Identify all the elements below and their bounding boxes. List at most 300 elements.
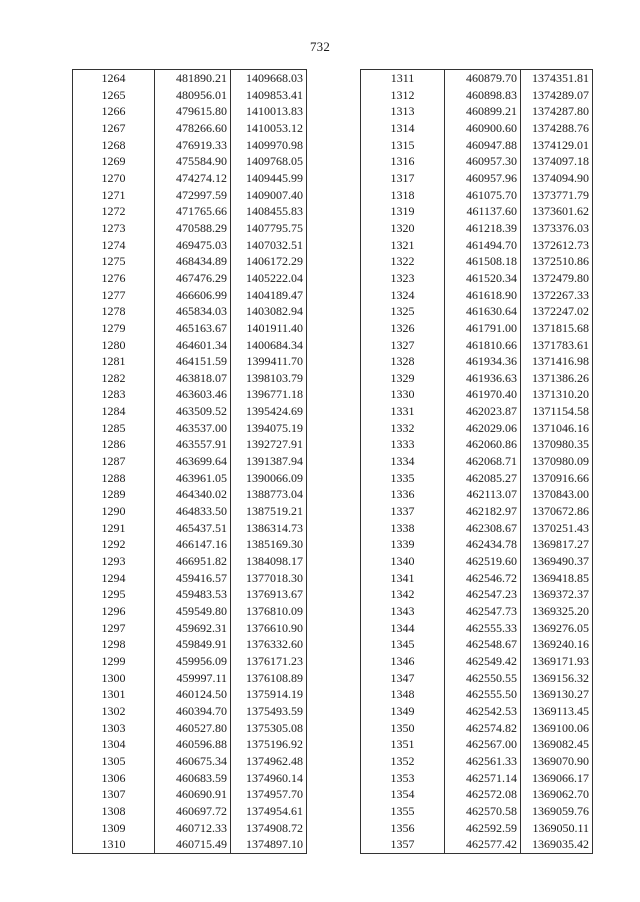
x-coordinate-cell: 461970.40 [445, 386, 521, 403]
point-id-cell: 1265 [73, 87, 155, 104]
y-coordinate-cell: 1406172.29 [231, 253, 307, 270]
table-row [73, 353, 307, 370]
point-id-cell: 1315 [361, 137, 445, 154]
y-coordinate-cell: 1376332.60 [231, 636, 307, 653]
x-coordinate-cell: 461936.63 [445, 370, 521, 387]
y-coordinate-cell: 1369050.11 [521, 820, 593, 837]
point-id-cell: 1328 [361, 353, 445, 370]
table-row [361, 820, 593, 837]
y-coordinate-cell: 1369100.06 [521, 720, 593, 737]
table-row [73, 553, 307, 570]
point-id-cell: 1329 [361, 370, 445, 387]
x-coordinate-cell: 463961.05 [155, 470, 231, 487]
point-id-cell: 1304 [73, 736, 155, 753]
table-row [73, 87, 307, 104]
point-id-cell: 1313 [361, 103, 445, 120]
x-coordinate-cell: 462571.14 [445, 770, 521, 787]
point-id-cell: 1334 [361, 453, 445, 470]
point-id-cell: 1311 [361, 70, 445, 87]
point-id-cell: 1289 [73, 486, 155, 503]
table-row [361, 187, 593, 204]
table-row [73, 270, 307, 287]
point-id-cell: 1349 [361, 703, 445, 720]
table-row [73, 303, 307, 320]
table-row [361, 720, 593, 737]
table-row [73, 253, 307, 270]
point-id-cell: 1333 [361, 436, 445, 453]
point-id-cell: 1276 [73, 270, 155, 287]
table-row [73, 803, 307, 820]
x-coordinate-cell: 462592.59 [445, 820, 521, 837]
table-row [361, 420, 593, 437]
x-coordinate-cell: 460900.60 [445, 120, 521, 137]
x-coordinate-cell: 461618.90 [445, 287, 521, 304]
table-row [361, 653, 593, 670]
table-row [73, 603, 307, 620]
x-coordinate-cell: 471765.66 [155, 203, 231, 220]
table-row [73, 120, 307, 137]
table-row [73, 620, 307, 637]
y-coordinate-cell: 1400684.34 [231, 337, 307, 354]
x-coordinate-cell: 476919.33 [155, 137, 231, 154]
y-coordinate-cell: 1370980.09 [521, 453, 593, 470]
x-coordinate-cell: 462308.67 [445, 520, 521, 537]
table-row [361, 470, 593, 487]
page-number: 732 [309, 39, 331, 54]
x-coordinate-cell: 462549.42 [445, 653, 521, 670]
table-row [361, 120, 593, 137]
table-row [361, 753, 593, 770]
point-id-cell: 1274 [73, 237, 155, 254]
point-id-cell: 1270 [73, 170, 155, 187]
y-coordinate-cell: 1369035.42 [521, 836, 593, 853]
x-coordinate-cell: 462550.55 [445, 670, 521, 687]
y-coordinate-cell: 1369817.27 [521, 536, 593, 553]
x-coordinate-cell: 460527.80 [155, 720, 231, 737]
x-coordinate-cell: 469475.03 [155, 237, 231, 254]
y-coordinate-cell: 1371416.98 [521, 353, 593, 370]
point-id-cell: 1312 [361, 87, 445, 104]
x-coordinate-cell: 460675.34 [155, 753, 231, 770]
x-coordinate-cell: 462029.06 [445, 420, 521, 437]
table-row [361, 253, 593, 270]
x-coordinate-cell: 460394.70 [155, 703, 231, 720]
table-row [361, 403, 593, 420]
x-coordinate-cell: 462567.00 [445, 736, 521, 753]
x-coordinate-cell: 460683.59 [155, 770, 231, 787]
point-id-cell: 1310 [73, 836, 155, 853]
table-row [361, 520, 593, 537]
table-row [361, 203, 593, 220]
table-row [361, 270, 593, 287]
y-coordinate-cell: 1385169.30 [231, 536, 307, 553]
point-id-cell: 1330 [361, 386, 445, 403]
point-id-cell: 1271 [73, 187, 155, 204]
y-coordinate-cell: 1392727.91 [231, 436, 307, 453]
y-coordinate-cell: 1374289.07 [521, 87, 593, 104]
y-coordinate-cell: 1369490.37 [521, 553, 593, 570]
y-coordinate-cell: 1410053.12 [231, 120, 307, 137]
y-coordinate-cell: 1410013.83 [231, 103, 307, 120]
x-coordinate-cell: 464151.59 [155, 353, 231, 370]
y-coordinate-cell: 1369156.32 [521, 670, 593, 687]
x-coordinate-cell: 460596.88 [155, 736, 231, 753]
point-id-cell: 1308 [73, 803, 155, 820]
table-row [73, 320, 307, 337]
table-row [73, 287, 307, 304]
x-coordinate-cell: 460957.30 [445, 153, 521, 170]
point-id-cell: 1355 [361, 803, 445, 820]
x-coordinate-cell: 472997.59 [155, 187, 231, 204]
y-coordinate-cell: 1386314.73 [231, 520, 307, 537]
point-id-cell: 1347 [361, 670, 445, 687]
point-id-cell: 1297 [73, 620, 155, 637]
point-id-cell: 1298 [73, 636, 155, 653]
table-row [73, 337, 307, 354]
y-coordinate-cell: 1395424.69 [231, 403, 307, 420]
point-id-cell: 1272 [73, 203, 155, 220]
y-coordinate-cell: 1370251.43 [521, 520, 593, 537]
x-coordinate-cell: 462113.07 [445, 486, 521, 503]
table-row [73, 570, 307, 587]
point-id-cell: 1335 [361, 470, 445, 487]
table-row [361, 553, 593, 570]
table-row [361, 436, 593, 453]
table-row [361, 703, 593, 720]
table-row [361, 453, 593, 470]
x-coordinate-cell: 462555.50 [445, 686, 521, 703]
table-row [361, 786, 593, 803]
x-coordinate-cell: 461075.70 [445, 187, 521, 204]
point-id-cell: 1341 [361, 570, 445, 587]
table-body-left [73, 70, 307, 854]
x-coordinate-cell: 481890.21 [155, 70, 231, 87]
x-coordinate-cell: 464340.02 [155, 486, 231, 503]
point-id-cell: 1288 [73, 470, 155, 487]
x-coordinate-cell: 462561.33 [445, 753, 521, 770]
point-id-cell: 1331 [361, 403, 445, 420]
x-coordinate-cell: 459849.91 [155, 636, 231, 653]
y-coordinate-cell: 1374288.76 [521, 120, 593, 137]
table-row [73, 770, 307, 787]
x-coordinate-cell: 461630.64 [445, 303, 521, 320]
point-id-cell: 1292 [73, 536, 155, 553]
x-coordinate-cell: 462546.72 [445, 570, 521, 587]
x-coordinate-cell: 475584.90 [155, 153, 231, 170]
point-id-cell: 1319 [361, 203, 445, 220]
point-id-cell: 1278 [73, 303, 155, 320]
y-coordinate-cell: 1373376.03 [521, 220, 593, 237]
table-row [361, 736, 593, 753]
x-coordinate-cell: 464601.34 [155, 337, 231, 354]
table-row [361, 237, 593, 254]
y-coordinate-cell: 1369059.76 [521, 803, 593, 820]
x-coordinate-cell: 459549.80 [155, 603, 231, 620]
table-row [73, 670, 307, 687]
x-coordinate-cell: 462519.60 [445, 553, 521, 570]
x-coordinate-cell: 463557.91 [155, 436, 231, 453]
y-coordinate-cell: 1388773.04 [231, 486, 307, 503]
x-coordinate-cell: 459692.31 [155, 620, 231, 637]
x-coordinate-cell: 462085.27 [445, 470, 521, 487]
y-coordinate-cell: 1409853.41 [231, 87, 307, 104]
x-coordinate-cell: 480956.01 [155, 87, 231, 104]
table-row [73, 170, 307, 187]
y-coordinate-cell: 1370916.66 [521, 470, 593, 487]
point-id-cell: 1277 [73, 287, 155, 304]
x-coordinate-cell: 464833.50 [155, 503, 231, 520]
table-row [361, 287, 593, 304]
x-coordinate-cell: 466951.82 [155, 553, 231, 570]
table-row [73, 503, 307, 520]
x-coordinate-cell: 462577.42 [445, 836, 521, 853]
point-id-cell: 1279 [73, 320, 155, 337]
point-id-cell: 1301 [73, 686, 155, 703]
y-coordinate-cell: 1376171.23 [231, 653, 307, 670]
table-row [73, 736, 307, 753]
table-row [361, 370, 593, 387]
x-coordinate-cell: 479615.80 [155, 103, 231, 120]
y-coordinate-cell: 1394075.19 [231, 420, 307, 437]
table-row [73, 820, 307, 837]
table-row [73, 137, 307, 154]
point-id-cell: 1296 [73, 603, 155, 620]
x-coordinate-cell: 461934.36 [445, 353, 521, 370]
table-row [361, 303, 593, 320]
y-coordinate-cell: 1370672.86 [521, 503, 593, 520]
x-coordinate-cell: 462547.23 [445, 586, 521, 603]
y-coordinate-cell: 1369240.16 [521, 636, 593, 653]
x-coordinate-cell: 462434.78 [445, 536, 521, 553]
table-row [361, 586, 593, 603]
point-id-cell: 1317 [361, 170, 445, 187]
x-coordinate-cell: 462547.73 [445, 603, 521, 620]
point-id-cell: 1326 [361, 320, 445, 337]
table-row [73, 153, 307, 170]
x-coordinate-cell: 459997.11 [155, 670, 231, 687]
point-id-cell: 1316 [361, 153, 445, 170]
y-coordinate-cell: 1387519.21 [231, 503, 307, 520]
table-row [73, 486, 307, 503]
point-id-cell: 1290 [73, 503, 155, 520]
y-coordinate-cell: 1396771.18 [231, 386, 307, 403]
y-coordinate-cell: 1401911.40 [231, 320, 307, 337]
y-coordinate-cell: 1369070.90 [521, 753, 593, 770]
y-coordinate-cell: 1370980.35 [521, 436, 593, 453]
y-coordinate-cell: 1374957.70 [231, 786, 307, 803]
x-coordinate-cell: 461810.66 [445, 337, 521, 354]
y-coordinate-cell: 1369171.93 [521, 653, 593, 670]
table-row [361, 636, 593, 653]
y-coordinate-cell: 1374287.80 [521, 103, 593, 120]
table-row [73, 237, 307, 254]
table-row [361, 603, 593, 620]
table-row [361, 503, 593, 520]
x-coordinate-cell: 461508.18 [445, 253, 521, 270]
x-coordinate-cell: 465437.51 [155, 520, 231, 537]
point-id-cell: 1275 [73, 253, 155, 270]
point-id-cell: 1306 [73, 770, 155, 787]
y-coordinate-cell: 1369130.27 [521, 686, 593, 703]
y-coordinate-cell: 1369082.45 [521, 736, 593, 753]
x-coordinate-cell: 462570.58 [445, 803, 521, 820]
point-id-cell: 1264 [73, 70, 155, 87]
y-coordinate-cell: 1375493.59 [231, 703, 307, 720]
y-coordinate-cell: 1375914.19 [231, 686, 307, 703]
table-row [361, 353, 593, 370]
y-coordinate-cell: 1390066.09 [231, 470, 307, 487]
y-coordinate-cell: 1371783.61 [521, 337, 593, 354]
table-row [73, 753, 307, 770]
y-coordinate-cell: 1376913.67 [231, 586, 307, 603]
point-id-cell: 1353 [361, 770, 445, 787]
table-row [73, 420, 307, 437]
y-coordinate-cell: 1376610.90 [231, 620, 307, 637]
x-coordinate-cell: 463509.52 [155, 403, 231, 420]
point-id-cell: 1291 [73, 520, 155, 537]
point-id-cell: 1327 [361, 337, 445, 354]
table-row [73, 187, 307, 204]
table-row [73, 103, 307, 120]
y-coordinate-cell: 1377018.30 [231, 570, 307, 587]
table-row [73, 536, 307, 553]
point-id-cell: 1268 [73, 137, 155, 154]
y-coordinate-cell: 1376810.09 [231, 603, 307, 620]
x-coordinate-cell: 460712.33 [155, 820, 231, 837]
point-id-cell: 1299 [73, 653, 155, 670]
table-row [361, 770, 593, 787]
point-id-cell: 1280 [73, 337, 155, 354]
y-coordinate-cell: 1369418.85 [521, 570, 593, 587]
x-coordinate-cell: 460947.88 [445, 137, 521, 154]
y-coordinate-cell: 1398103.79 [231, 370, 307, 387]
point-id-cell: 1350 [361, 720, 445, 737]
x-coordinate-cell: 459416.57 [155, 570, 231, 587]
y-coordinate-cell: 1403082.94 [231, 303, 307, 320]
y-coordinate-cell: 1369325.20 [521, 603, 593, 620]
y-coordinate-cell: 1375196.92 [231, 736, 307, 753]
y-coordinate-cell: 1374897.10 [231, 836, 307, 853]
x-coordinate-cell: 463818.07 [155, 370, 231, 387]
y-coordinate-cell: 1404189.47 [231, 287, 307, 304]
x-coordinate-cell: 462555.33 [445, 620, 521, 637]
x-coordinate-cell: 461494.70 [445, 237, 521, 254]
table-row [73, 720, 307, 737]
table-row [73, 220, 307, 237]
x-coordinate-cell: 461218.39 [445, 220, 521, 237]
table-row [361, 337, 593, 354]
x-coordinate-cell: 465834.03 [155, 303, 231, 320]
point-id-cell: 1287 [73, 453, 155, 470]
x-coordinate-cell: 460899.21 [445, 103, 521, 120]
x-coordinate-cell: 462572.08 [445, 786, 521, 803]
table-row [361, 170, 593, 187]
y-coordinate-cell: 1391387.94 [231, 453, 307, 470]
table-row [361, 836, 593, 853]
point-id-cell: 1283 [73, 386, 155, 403]
table-row [361, 137, 593, 154]
y-coordinate-cell: 1407032.51 [231, 237, 307, 254]
y-coordinate-cell: 1409445.99 [231, 170, 307, 187]
table-row [361, 570, 593, 587]
point-id-cell: 1307 [73, 786, 155, 803]
y-coordinate-cell: 1372612.73 [521, 237, 593, 254]
point-id-cell: 1352 [361, 753, 445, 770]
y-coordinate-cell: 1409970.98 [231, 137, 307, 154]
x-coordinate-cell: 460697.72 [155, 803, 231, 820]
x-coordinate-cell: 462548.67 [445, 636, 521, 653]
x-coordinate-cell: 462060.86 [445, 436, 521, 453]
point-id-cell: 1269 [73, 153, 155, 170]
point-id-cell: 1302 [73, 703, 155, 720]
point-id-cell: 1267 [73, 120, 155, 137]
point-id-cell: 1323 [361, 270, 445, 287]
point-id-cell: 1325 [361, 303, 445, 320]
x-coordinate-cell: 462023.87 [445, 403, 521, 420]
point-id-cell: 1305 [73, 753, 155, 770]
table-row [361, 320, 593, 337]
x-coordinate-cell: 461520.34 [445, 270, 521, 287]
table-row [361, 686, 593, 703]
table-body-right [361, 70, 593, 854]
point-id-cell: 1294 [73, 570, 155, 587]
table-row [73, 653, 307, 670]
point-id-cell: 1320 [361, 220, 445, 237]
table-row [361, 153, 593, 170]
x-coordinate-cell: 463603.46 [155, 386, 231, 403]
y-coordinate-cell: 1369066.17 [521, 770, 593, 787]
coordinates-table-left [72, 69, 307, 854]
y-coordinate-cell: 1374954.61 [231, 803, 307, 820]
table-row [73, 836, 307, 853]
table-row [73, 636, 307, 653]
y-coordinate-cell: 1374908.72 [231, 820, 307, 837]
table-row [73, 586, 307, 603]
table-row [361, 486, 593, 503]
x-coordinate-cell: 474274.12 [155, 170, 231, 187]
point-id-cell: 1281 [73, 353, 155, 370]
y-coordinate-cell: 1409768.05 [231, 153, 307, 170]
y-coordinate-cell: 1374129.01 [521, 137, 593, 154]
point-id-cell: 1344 [361, 620, 445, 637]
x-coordinate-cell: 460957.96 [445, 170, 521, 187]
point-id-cell: 1340 [361, 553, 445, 570]
x-coordinate-cell: 468434.89 [155, 253, 231, 270]
x-coordinate-cell: 478266.60 [155, 120, 231, 137]
y-coordinate-cell: 1372267.33 [521, 287, 593, 304]
table-row [361, 87, 593, 104]
x-coordinate-cell: 466147.16 [155, 536, 231, 553]
point-id-cell: 1337 [361, 503, 445, 520]
point-id-cell: 1351 [361, 736, 445, 753]
x-coordinate-cell: 459956.09 [155, 653, 231, 670]
coordinates-table-right [360, 69, 593, 854]
table-row [73, 203, 307, 220]
x-coordinate-cell: 460879.70 [445, 70, 521, 87]
y-coordinate-cell: 1370843.00 [521, 486, 593, 503]
x-coordinate-cell: 462182.97 [445, 503, 521, 520]
y-coordinate-cell: 1408455.83 [231, 203, 307, 220]
point-id-cell: 1343 [361, 603, 445, 620]
table-row [361, 803, 593, 820]
x-coordinate-cell: 463699.64 [155, 453, 231, 470]
table-row [361, 620, 593, 637]
table-row [73, 70, 307, 87]
y-coordinate-cell: 1407795.75 [231, 220, 307, 237]
point-id-cell: 1285 [73, 420, 155, 437]
table-row [361, 103, 593, 120]
point-id-cell: 1322 [361, 253, 445, 270]
